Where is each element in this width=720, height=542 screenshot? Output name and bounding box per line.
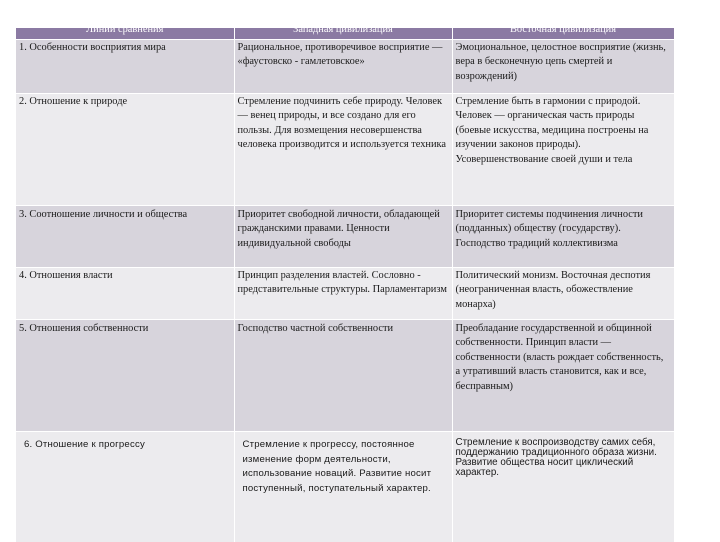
criterion-cell: 2. Отношение к природе <box>16 94 234 206</box>
western-cell: Приоритет свободной личности, обладающей гражданскими правами. Ценности индивидуальной свободы <box>234 206 452 268</box>
western-cell: Принцип разделения властей. Сословно - представительные структуры. Парламентаризм <box>234 268 452 320</box>
criterion-cell: 6. Отношение к прогрессу <box>16 432 234 542</box>
header-criteria <box>16 24 234 40</box>
table-row <box>16 206 674 268</box>
table-header-row <box>16 28 674 40</box>
western-cell: Стремление подчинить себе природу. Человек — венец природы, и все создано для его пользы. Для возмещения несовершенства человека производится и используется техника <box>234 94 452 206</box>
header-western <box>234 24 452 40</box>
table-row <box>16 320 674 432</box>
eastern-cell: Стремление к воспроизводству самих себя, поддержанию традиционного образа жизни. Развитие общества носит циклический характер. <box>452 432 674 542</box>
header-criteria-label: Линии сравнения <box>86 24 164 35</box>
eastern-cell: Эмоциональное, целостное восприятие (жизнь, вера в бесконечную цепь смертей и возрождений) <box>452 40 674 94</box>
criterion-cell: 1. Особенности восприятия мира <box>16 40 234 94</box>
header-western-label: Западная цивилизация <box>293 24 393 35</box>
criterion-cell: 5. Отношения собственности <box>16 320 234 432</box>
criterion-cell: 3. Соотношение личности и общества <box>16 206 234 268</box>
comparison-table-wrapper <box>16 24 674 542</box>
criterion-cell: 4. Отношения власти <box>16 268 234 320</box>
header-eastern <box>452 24 674 40</box>
western-cell: Господство частной собственности <box>234 320 452 432</box>
eastern-cell: Приоритет системы подчинения личности (подданных) обществу (государству). Господство традиций коллективизма <box>452 206 674 268</box>
header-eastern-label: Восточная цивилизация <box>509 24 617 35</box>
eastern-cell: Политический монизм. Восточная деспотия (неограниченная власть, обожествление монарха) <box>452 268 674 320</box>
table-row <box>16 40 674 94</box>
eastern-cell: Стремление быть в гармонии с природой. Человек — органическая часть природы (боевые искусства, медицина построены на изучении законов природы). Усовершенствование своей души и тела <box>452 94 674 206</box>
eastern-cell: Преобладание государственной и общинной собственности. Принцип власти — собственности (власть рождает собственность, а утративший власть становится, как и все, бесправным) <box>452 320 674 432</box>
western-cell: Стремление к прогрессу, постоянное изменение форм деятельности, использование новаций. Развитие носит поступенный, поступательный характер. <box>234 432 452 542</box>
civilization-comparison-table <box>16 24 675 542</box>
table-row <box>16 432 674 542</box>
table-row <box>16 94 674 206</box>
western-cell: Рациональное, противоречивое восприятие — «фаустовско - гамлетовское» <box>234 40 452 94</box>
table-row <box>16 268 674 320</box>
